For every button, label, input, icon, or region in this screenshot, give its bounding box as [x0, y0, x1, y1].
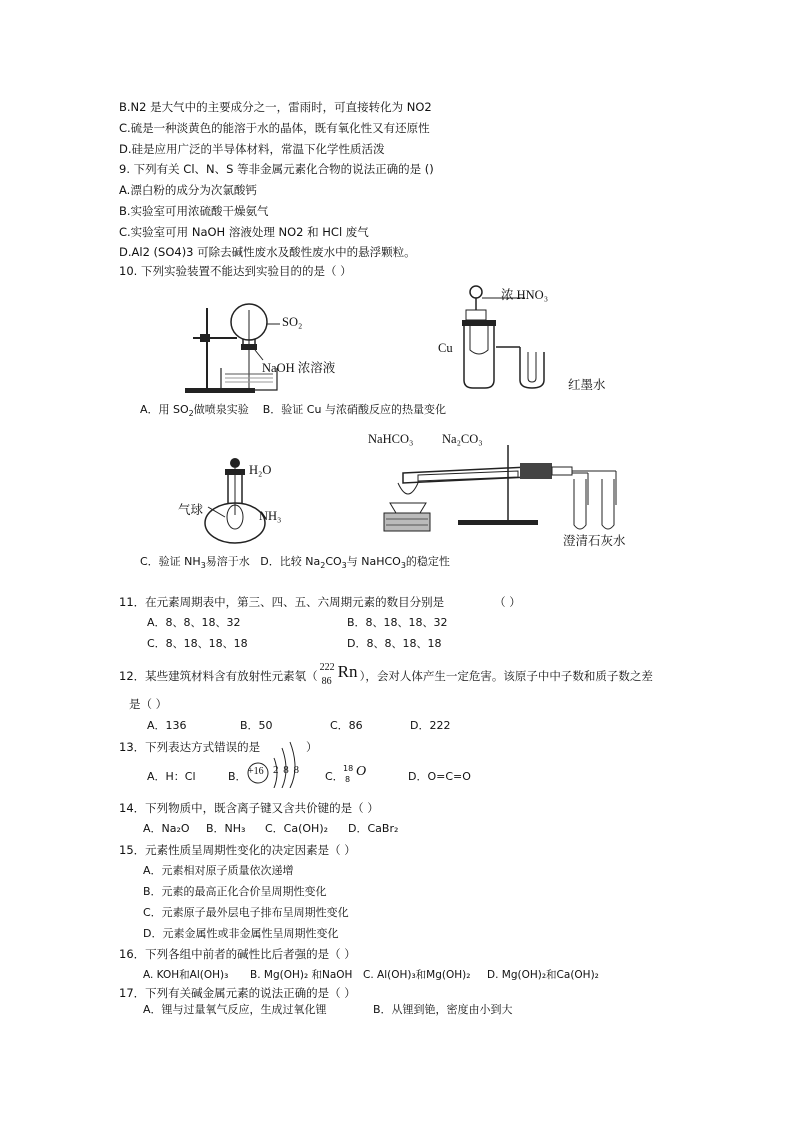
label-nh3: NH₃ [259, 509, 282, 523]
q16-stem: 16．下列各组中前者的碱性比后者强的是（ ） [119, 947, 356, 961]
q9-option-b: B.实验室可用浓硫酸干燥氨气 [119, 204, 269, 218]
label-red-ink: 红墨水 [568, 378, 606, 392]
q13-paren: ） [306, 740, 318, 754]
q16-option-d: D. Mg(OH)₂和Ca(OH)₂ [487, 969, 599, 981]
q9-option-a: A.漂白粉的成分为次氯酸钙 [119, 183, 257, 197]
q12-stem: 12．某些建筑材料含有放射性元素氡（ 222 86 Rn ），会对人体产生一定危害。该原子中中子数和质子数之差 [119, 668, 653, 684]
q17-stem: 17．下列有关碱金属元素的说法正确的是（ ） [119, 986, 356, 1000]
q12-option-d: D．222 [410, 719, 451, 732]
q14-option-a: A．Na₂O [143, 822, 190, 835]
q14-option-b: B．NH₃ [206, 822, 246, 835]
q12-option-c: C．86 [330, 719, 363, 732]
q8-option-b: B.N2 是大气中的主要成分之一，雷雨时，可直接转化为 NO2 [119, 100, 432, 114]
q11-option-a: A．8、8、18、32 [147, 616, 241, 629]
figure-so2-fountain [185, 300, 365, 395]
label-so2: SO₂ [282, 315, 303, 329]
q15-option-a: A．元素相对原子质量依次递增 [143, 864, 294, 877]
q16-option-c: C. Al(OH)₃和Mg(OH)₂ [363, 969, 471, 981]
label-hno3: 浓 HNO₃ [501, 288, 549, 302]
q13-option-a: A．H：Cl [147, 770, 196, 783]
q16-option-a: A. KOH和Al(OH)₃ [143, 969, 229, 981]
figure-nh3-balloon [190, 455, 290, 550]
rn-symbol: Rn [337, 662, 358, 681]
q11-option-b: B．8、18、18、32 [347, 616, 448, 629]
label-naoh: NaOH 浓溶液 [262, 361, 336, 375]
q11-option-c: C．8、18、18、18 [147, 637, 248, 650]
q10-stem: 10. 下列实验装置不能达到实验目的的是（ ） [119, 264, 352, 278]
q8-option-c: C.硫是一种淡黄色的能溶于水的晶体，既有氧化性又有还原性 [119, 121, 430, 135]
rn-mass-number: 222 [319, 662, 335, 673]
q17-option-b: B．从锂到铯，密度由小到大 [373, 1003, 513, 1016]
q12-stem-cont: 是（ ） [129, 697, 168, 711]
q13-option-b: B． [228, 770, 247, 783]
q9-stem: 9. 下列有关 Cl、N、S 等非金属元素化合物的说法正确的是 () [119, 162, 434, 176]
q16-option-b: B. Mg(OH)₂ 和NaOH [250, 969, 353, 981]
label-nahco3: NaHCO₃ [368, 432, 414, 446]
label-balloon: 气球 [178, 503, 204, 517]
q10-caption-ab: A．用 $SO_2$做喷泉实验 B．验证 Cu 与浓硝酸反应的热量变化 [140, 403, 446, 419]
q13-stem: 13．下列表达方式错误的是 [119, 740, 261, 754]
q10-caption-cd: C．验证 $NH_3$易溶于水 D．比较 $Na_2CO_3$与 NaHCO$_3$的稳定性 [140, 555, 450, 571]
rn-atomic-number: 86 [321, 676, 332, 687]
q15-option-d: D．元素金属性或非金属性呈周期性变化 [143, 927, 339, 940]
q8-option-d: D.硅是应用广泛的半导体材料，常温下化学性质活泼 [119, 142, 385, 156]
q14-stem: 14．下列物质中，既含离子键又含共价键的是（ ） [119, 801, 379, 815]
q9-option-c: C.实验室可用 NaOH 溶液处理 NO2 和 HCl 废气 [119, 225, 369, 239]
label-na2co3: Na₂CO₃ [442, 432, 483, 446]
q12-option-b: B．50 [240, 719, 273, 732]
label-cu: Cu [438, 341, 453, 355]
q15-stem: 15．元素性质呈周期性变化的决定因素是（ ） [119, 843, 356, 857]
q17-option-a: A．锂与过量氧气反应，生成过氧化锂 [143, 1003, 327, 1016]
oxygen-isotope: 18 8 O [343, 764, 367, 784]
q9-option-d: D.Al2 (SO4)3 可除去碱性废水及酸性废水中的悬浮颗粒。 [119, 245, 416, 259]
q14-option-d: D．CaBr₂ [348, 822, 399, 835]
q13-option-c: C． [325, 770, 344, 783]
q12-option-a: A．136 [147, 719, 187, 732]
q15-option-b: B．元素的最高正化合价呈周期性变化 [143, 885, 327, 898]
sulfur-electron-shells: 2 8 8 [273, 764, 300, 776]
q14-option-c: C．Ca(OH)₂ [265, 822, 329, 835]
sulfur-nucleus-charge: +16 [248, 766, 264, 777]
q13-option-d: D．O=C=O [408, 770, 471, 783]
label-limewater: 澄清石灰水 [563, 534, 626, 548]
q11-option-d: D．8、8、18、18 [347, 637, 442, 650]
q11-stem: 11．在元素周期表中，第三、四、五、六周期元素的数目分别是 （ ） [119, 595, 521, 609]
q15-option-c: C．元素原子最外层电子排布呈周期性变化 [143, 906, 349, 919]
label-h2o: H₂O [249, 463, 272, 477]
